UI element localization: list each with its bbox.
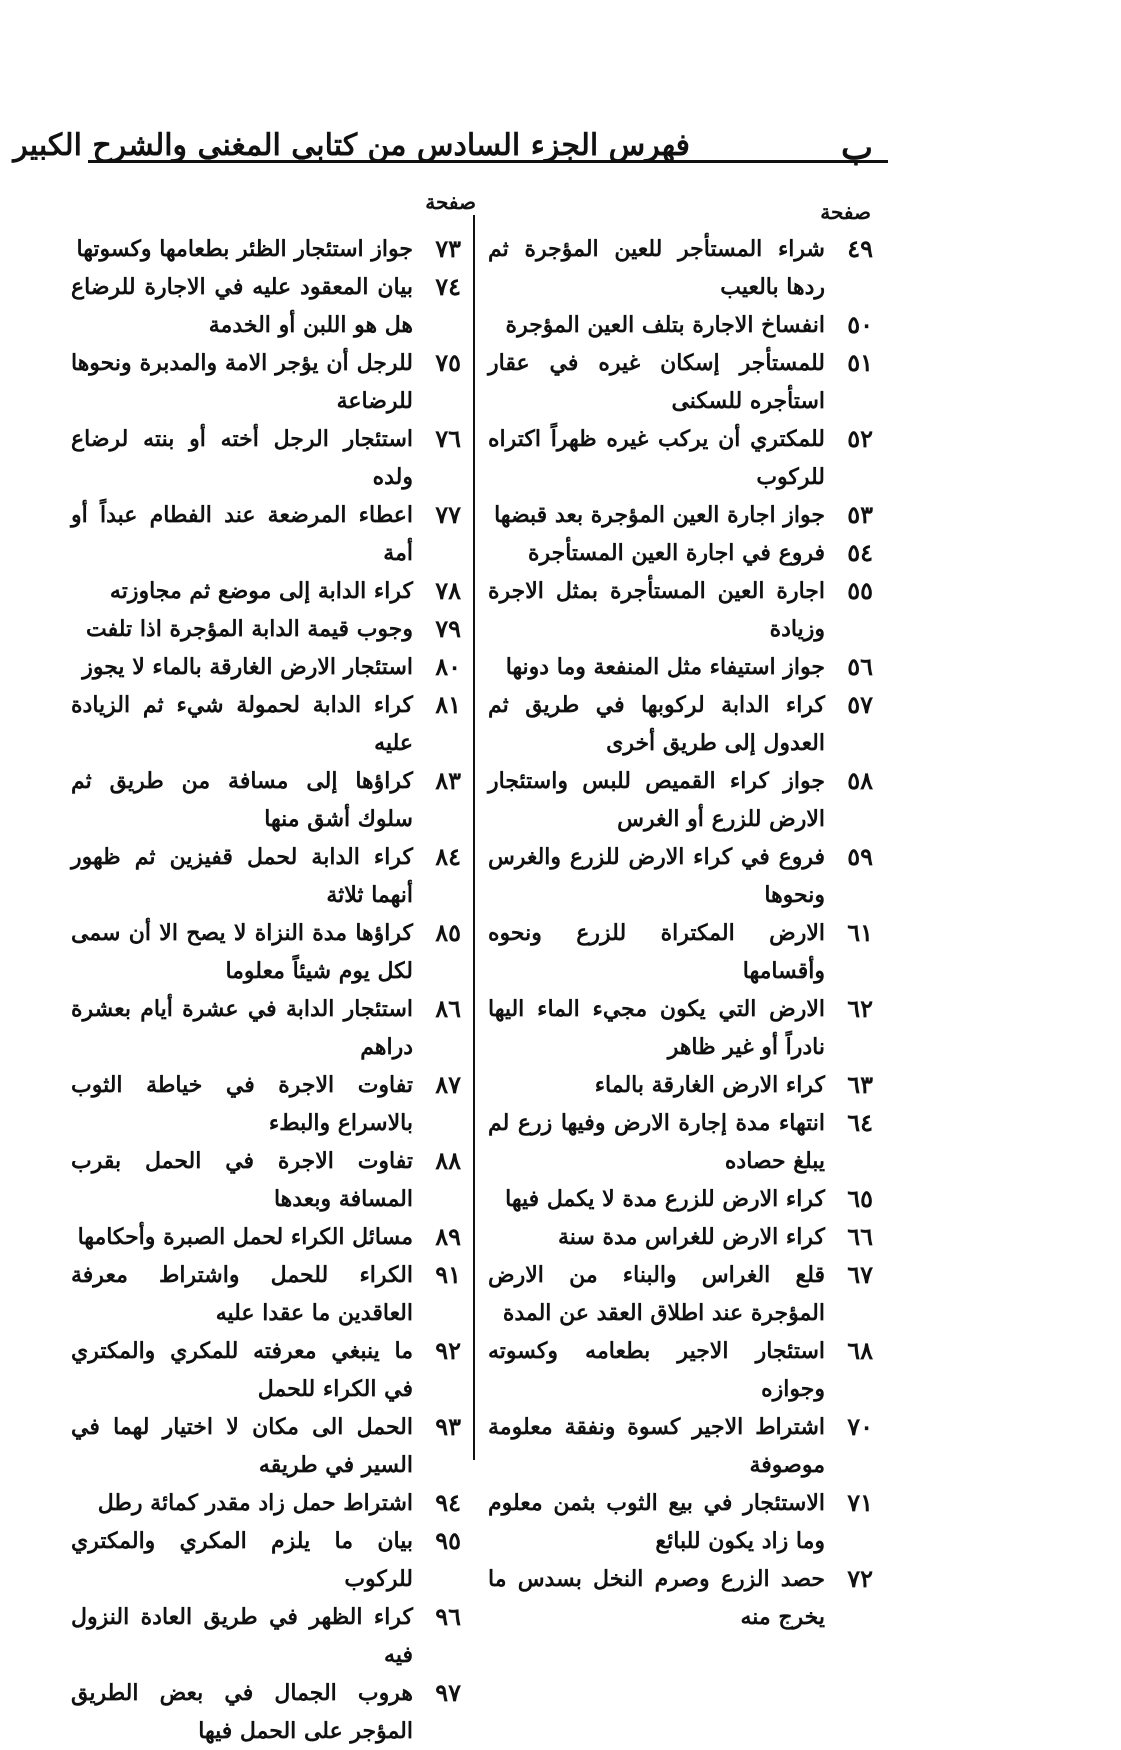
index-entry [488, 762, 873, 838]
entry-title: الارض المكتراة للزرع ونحوه وأقسامها [488, 920, 825, 984]
entry-title: جواز استيفاء مثل المنفعة وما دونها [505, 654, 825, 680]
entry-title: للرجل أن يؤجر الامة والمدبرة ونحوها للرضاعة [71, 350, 413, 414]
entry-title: مسائل الكراء لحمل الصبرة وأحكامها [77, 1224, 413, 1250]
entry-title: استئجار الارض الغارقة بالماء لا يجوز [82, 654, 413, 680]
entry-title: كراؤها مدة النزاة لا يصح الا أن سمى لكل يوم شيئاً معلوما [71, 920, 413, 984]
entry-title: اشتراط حمل زاد مقدر كمائة رطل [97, 1490, 413, 1516]
entry-page-number: ٩٥ [435, 1526, 461, 1555]
index-entry [71, 762, 461, 838]
index-entry [71, 838, 461, 914]
entry-title: للمكتري أن يركب غيره ظهراً اكتراه للركوب [488, 426, 825, 490]
entry-title: بيان ما يلزم المكري والمكتري للركوب [71, 1528, 413, 1592]
index-entry [71, 648, 461, 686]
right-column-page-label: صفحة [820, 200, 871, 224]
entry-title: انتهاء مدة إجارة الارض وفيها زرع لم يبلغ حصاده [488, 1110, 825, 1174]
entry-page-number: ٦٥ [847, 1184, 873, 1213]
index-entry [488, 1104, 873, 1180]
index-entry [71, 268, 461, 344]
entry-page-number: ٩٣ [435, 1412, 461, 1441]
entry-page-number: ٨٣ [435, 766, 461, 795]
entry-title: استئجار الرجل أخته أو بنته لرضاع ولده [71, 426, 413, 490]
index-entry [71, 1332, 461, 1408]
entry-page-number: ٥٨ [847, 766, 873, 795]
index-entry [71, 420, 461, 496]
entry-page-number: ٩٧ [435, 1678, 461, 1707]
entry-title: الحمل الى مكان لا اختيار لهما في السير في طريقه [71, 1414, 413, 1478]
entry-title: كراء الدابة لحمل قفيزين ثم ظهور أنهما ثلاثة [71, 844, 413, 908]
entry-page-number: ٧٥ [435, 348, 461, 377]
entry-page-number: ٨٠ [435, 652, 461, 681]
entry-title: كراء الدابة لحمولة شيء ثم الزيادة عليه [71, 692, 413, 756]
index-entry [71, 990, 461, 1066]
entry-page-number: ٩٦ [435, 1602, 461, 1631]
entry-title: فروع في اجارة العين المستأجرة [527, 540, 825, 566]
entry-page-number: ٥١ [847, 348, 873, 377]
entry-page-number: ٦٨ [847, 1336, 873, 1365]
right-index-column [488, 230, 873, 1636]
entry-title: جواز كراء القميص للبس واستئجار الارض للزرع أو الغرس [488, 768, 825, 832]
index-entry [488, 990, 873, 1066]
entry-page-number: ٦٦ [847, 1222, 873, 1251]
index-entry [71, 1522, 461, 1598]
entry-page-number: ٥٥ [847, 576, 873, 605]
entry-page-number: ٧٨ [435, 576, 461, 605]
entry-title: جواز استئجار الظئر بطعامها وكسوتها [76, 236, 413, 262]
entry-title: حصد الزرع وصرم النخل بسدس ما يخرج منه [488, 1566, 825, 1630]
index-entry [71, 1066, 461, 1142]
index-entry [488, 1560, 873, 1636]
index-entry [488, 648, 873, 686]
entry-title: شراء المستأجر للعين المؤجرة ثم ردها بالعيب [488, 236, 825, 300]
entry-page-number: ٥٤ [847, 538, 873, 567]
entry-title: اجارة العين المستأجرة بمثل الاجرة وزيادة [488, 578, 825, 642]
index-entry [71, 1256, 461, 1332]
index-entry [488, 1256, 873, 1332]
entry-title: وجوب قيمة الدابة المؤجرة اذا تلفت [86, 616, 413, 642]
entry-page-number: ٦٢ [847, 994, 873, 1023]
index-entry [71, 1408, 461, 1484]
entry-page-number: ٨٩ [435, 1222, 461, 1251]
entry-title: تفاوت الاجرة في الحمل بقرب المسافة وبعدها [71, 1148, 413, 1212]
index-entry [488, 686, 873, 762]
entry-page-number: ٧٩ [435, 614, 461, 643]
entry-title: فروع في كراء الارض للزرع والغرس ونحوها [488, 844, 825, 908]
entry-title: كراء الدابة إلى موضع ثم مجاوزته [109, 578, 413, 604]
entry-title: كراء الارض الغارقة بالماء [594, 1072, 825, 1098]
entry-page-number: ٧٤ [435, 272, 461, 301]
entry-title: كراء الدابة لركوبها في طريق ثم العدول إلى طريق أخرى [488, 692, 825, 756]
entry-page-number: ٨٤ [435, 842, 461, 871]
index-entry [71, 496, 461, 572]
entry-page-number: ٥٩ [847, 842, 873, 871]
index-entry [71, 914, 461, 990]
index-entry [488, 306, 873, 344]
entry-page-number: ٧١ [847, 1488, 873, 1517]
column-divider [473, 215, 475, 1460]
index-entry [71, 1142, 461, 1218]
entry-page-number: ٩٢ [435, 1336, 461, 1365]
entry-title: جواز اجارة العين المؤجرة بعد قبضها [494, 502, 825, 528]
entry-title: استئجار الاجير بطعامه وكسوته وجوازه [488, 1338, 825, 1402]
index-entry [488, 344, 873, 420]
entry-title: هروب الجمال في بعض الطريق المؤجر على الحمل فيها [71, 1680, 413, 1744]
entry-title: تفاوت الاجرة في خياطة الثوب بالاسراع والبطء [71, 1072, 413, 1136]
entry-title: ما ينبغي معرفته للمكري والمكتري في الكراء للحمل [71, 1338, 413, 1402]
entry-page-number: ٨١ [435, 690, 461, 719]
entry-page-number: ٨٦ [435, 994, 461, 1023]
index-entry [71, 610, 461, 648]
index-entry [488, 534, 873, 572]
page-title: فهرس الجزء السادس من كتابي المغني والشرح الكبير [13, 128, 690, 163]
entry-title: كراء الارض للغراس مدة سنة [557, 1224, 825, 1250]
entry-page-number: ٩١ [435, 1260, 461, 1289]
entry-page-number: ٦٧ [847, 1260, 873, 1289]
entry-page-number: ٧٧ [435, 500, 461, 529]
entry-page-number: ٥٠ [847, 310, 873, 339]
entry-title: الارض التي يكون مجيء الماء اليها نادراً أو غير ظاهر [488, 996, 825, 1060]
index-entry [71, 230, 461, 268]
entry-title: كراء الظهر في طريق العادة النزول فيه [71, 1604, 413, 1668]
left-column-page-label: صفحة [425, 190, 476, 214]
entry-title: بيان المعقود عليه في الاجارة للرضاع هل هو اللبن أو الخدمة [71, 274, 413, 338]
entry-page-number: ٥٦ [847, 652, 873, 681]
entry-page-number: ٥٣ [847, 500, 873, 529]
entry-title: اعطاء المرضعة عند الفطام عبداً أو أمة [71, 502, 413, 566]
index-entry [71, 572, 461, 610]
entry-page-number: ٨٧ [435, 1070, 461, 1099]
index-entry [488, 230, 873, 306]
page-letter: ب [840, 128, 873, 168]
entry-page-number: ٦٣ [847, 1070, 873, 1099]
entry-page-number: ٩٤ [435, 1488, 461, 1517]
index-entry [488, 838, 873, 914]
entry-title: كراء الارض للزرع مدة لا يكمل فيها [505, 1186, 825, 1212]
entry-title: قلع الغراس والبناء من الارض المؤجرة عند اطلاق العقد عن المدة [488, 1262, 825, 1326]
index-entry [488, 572, 873, 648]
entry-page-number: ٤٩ [847, 234, 873, 263]
index-entry [71, 1674, 461, 1750]
index-entry [488, 1408, 873, 1484]
index-entry [71, 1598, 461, 1674]
entry-page-number: ٧٠ [847, 1412, 873, 1441]
entry-page-number: ٧٦ [435, 424, 461, 453]
entry-page-number: ٥٧ [847, 690, 873, 719]
entry-title: الكراء للحمل واشتراط معرفة العاقدين ما عقدا عليه [71, 1262, 413, 1326]
entry-title: كراؤها إلى مسافة من طريق ثم سلوك أشق منها [71, 768, 413, 832]
entry-page-number: ٧٢ [847, 1564, 873, 1593]
index-entry [71, 1218, 461, 1256]
entry-title: الاستئجار في بيع الثوب بثمن معلوم وما زاد يكون للبائع [488, 1490, 825, 1554]
index-entry [488, 1484, 873, 1560]
index-entry [71, 686, 461, 762]
entry-page-number: ٧٣ [435, 234, 461, 263]
header-rule [88, 160, 888, 163]
entry-page-number: ٥٢ [847, 424, 873, 453]
entry-title: انفساخ الاجارة بتلف العين المؤجرة [505, 312, 825, 338]
entry-title: للمستأجر إسكان غيره في عقار استأجره للسكنى [488, 350, 825, 414]
index-entry [488, 496, 873, 534]
entry-title: اشتراط الاجير كسوة ونفقة معلومة موصوفة [488, 1414, 825, 1478]
entry-page-number: ٨٥ [435, 918, 461, 947]
left-index-column [71, 230, 461, 1750]
index-entry [488, 420, 873, 496]
index-entry [488, 1332, 873, 1408]
index-entry [488, 914, 873, 990]
index-entry [71, 344, 461, 420]
index-entry [488, 1180, 873, 1218]
entry-title: استئجار الدابة في عشرة أيام بعشرة دراهم [71, 996, 413, 1060]
entry-page-number: ٦١ [847, 918, 873, 947]
entry-page-number: ٨٨ [435, 1146, 461, 1175]
index-entry [488, 1066, 873, 1104]
index-entry [71, 1484, 461, 1522]
entry-page-number: ٦٤ [847, 1108, 873, 1137]
index-entry [488, 1218, 873, 1256]
